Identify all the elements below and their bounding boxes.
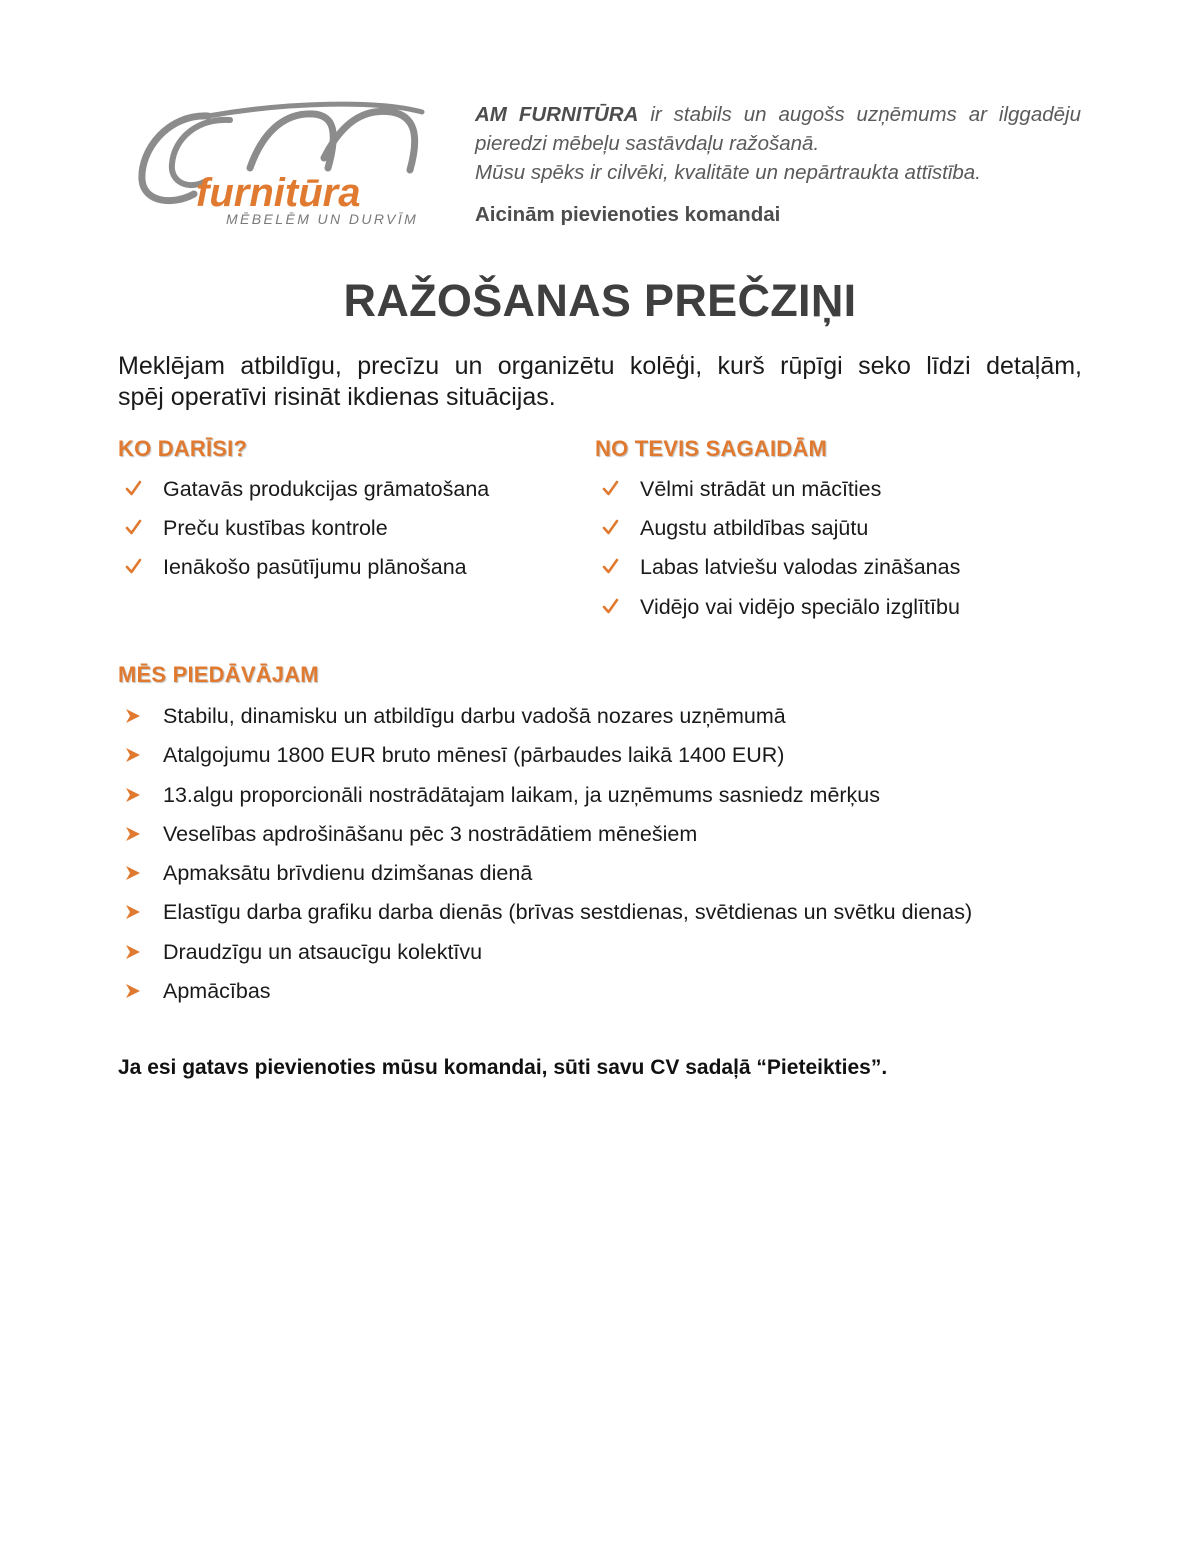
logo-tagline: MĒBELĒM UN DURVĪM [226, 211, 419, 227]
duty-text: Preču kustības kontrole [163, 516, 388, 541]
list-item [120, 474, 560, 513]
offer-list [120, 701, 1080, 1015]
offer-text: Apmaksātu brīvdienu dzimšanas dienā [163, 861, 533, 886]
check-icon [120, 474, 150, 504]
arrow-bullet-icon [120, 740, 150, 770]
list-item [120, 701, 1080, 740]
duty-text: Gatavās produkcijas grāmatošana [163, 477, 490, 501]
company-logo [138, 98, 458, 230]
list-item [120, 858, 1080, 897]
requirement-text: Labas latviešu valodas zināšanas [640, 555, 961, 580]
requirement-text: Vidējo vai vidējo speciālo izglītību [640, 594, 960, 619]
logo-name: furnitūra [196, 171, 361, 215]
arrow-bullet-icon [120, 897, 150, 927]
check-icon [120, 513, 150, 543]
intro-line-1-rest: ir stabils un augošs uzņēmums ar ilggadēju [638, 103, 1081, 126]
list-item [120, 740, 1080, 779]
check-icon [597, 592, 627, 622]
list-item [597, 513, 1077, 552]
check-icon [597, 552, 627, 582]
duties-list [120, 474, 560, 592]
logo-graphic [138, 98, 458, 230]
lead-line-2: spēj operatīvi risināt ikdienas situācijas. [118, 383, 556, 411]
arrow-bullet-icon [120, 819, 150, 849]
offer-text: Atalgojumu 1800 EUR bruto mēnesī (pārbaudes laikā 1400 EUR) [163, 743, 785, 768]
arrow-bullet-icon [120, 937, 150, 967]
offer-text: Apmācības [163, 979, 271, 1004]
offer-text: Stabilu, dinamisku un atbildīgu darbu vadošā nozares uzņēmumā [163, 704, 786, 728]
requirement-text: Vēlmi strādāt un mācīties [640, 477, 882, 501]
requirements-list [597, 474, 1077, 631]
arrow-bullet-icon [120, 780, 150, 810]
list-item [120, 937, 1080, 976]
company-name: AM FURNITŪRA [475, 103, 639, 126]
list-item [120, 976, 1080, 1015]
offer-text: Draudzīgu un atsaucīgu kolektīvu [163, 939, 483, 964]
list-item [597, 552, 1077, 591]
check-icon [597, 474, 627, 504]
requirement-text: Augstu atbildības sajūtu [640, 516, 869, 541]
list-item [120, 819, 1080, 858]
duties-heading: KO DARĪSI? [118, 436, 248, 461]
offer-text: Elastīgu darba grafiku darba dienās (brīvas sestdienas, svētdienas un svētku dienas) [163, 900, 973, 925]
intro-line-1 [475, 100, 1081, 129]
lead-line-1: Meklējam atbildīgu, precīzu un organizētu kolēģi, kurš rūpīgi seko līdzi detaļām, [118, 352, 1082, 380]
offer-text: 13.algu proporcionāli nostrādātajam laikam, ja uzņēmums sasniedz mērķus [163, 782, 881, 807]
check-icon [120, 552, 150, 582]
offer-heading: MĒS PIEDĀVĀJAM [118, 662, 319, 687]
list-item [120, 897, 1080, 936]
arrow-bullet-icon [120, 858, 150, 888]
offer-text: Veselības apdrošināšanu pēc 3 nostrādātiem mēnešiem [163, 821, 698, 846]
page-title: RAŽOŠANAS PREČZIŅI [343, 275, 857, 326]
arrow-bullet-icon [120, 701, 150, 731]
arrow-bullet-icon [120, 976, 150, 1006]
list-item [120, 513, 560, 552]
list-item [120, 552, 560, 591]
list-item [597, 474, 1077, 513]
join-team-text: Aicinām pievienoties komandai [475, 203, 781, 226]
list-item [120, 780, 1080, 819]
duty-text: Ienākošo pasūtījumu plānošana [163, 555, 467, 580]
lead-paragraph [118, 351, 1082, 413]
requirements-heading: NO TEVIS SAGAIDĀM [595, 436, 827, 461]
intro-line-3: Mūsu spēks ir cilvēki, kvalitāte un nepārtraukta attīstība. [475, 161, 981, 184]
company-intro [475, 100, 1081, 187]
intro-line-2: pieredzi mēbeļu sastāvdaļu ražošanā. [475, 132, 820, 155]
check-icon [597, 513, 627, 543]
list-item [597, 592, 1077, 631]
apply-call-to-action: Ja esi gatavs pievienoties mūsu komandai, sūti savu CV sadaļā “Pieteikties”. [118, 1056, 888, 1079]
